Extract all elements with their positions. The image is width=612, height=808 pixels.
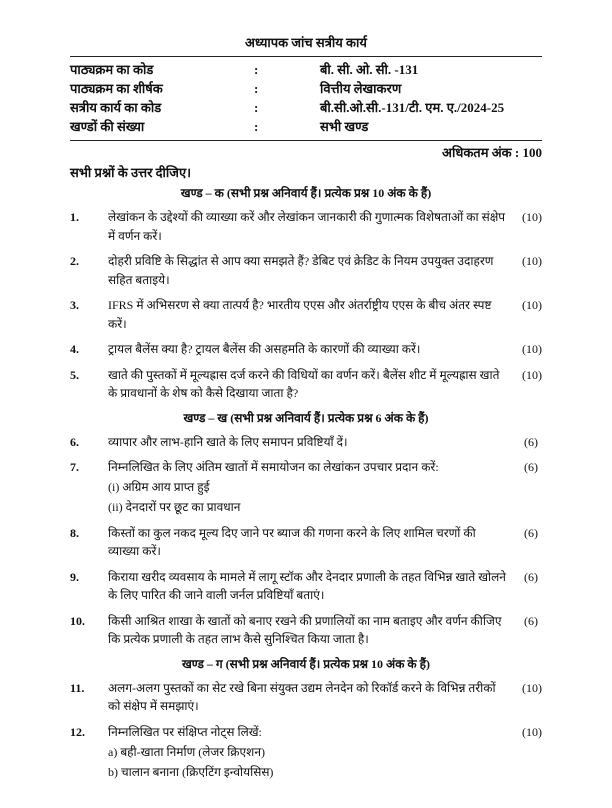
question-body: दोहरी प्रविष्टि के सिद्धांत से आप क्या समझते हैं? डेबिट एवं क्रेडिट के नियम उपयुक्त उदाहरण सहित बताइये। bbox=[108, 254, 494, 287]
question-marks: (10) bbox=[522, 342, 542, 356]
question-body: निम्नलिखित के लिए अंतिम खातों में समायोजन का लेखांकन उपचार प्रदान करें: bbox=[108, 460, 439, 474]
question-number: 3. bbox=[70, 298, 79, 312]
question-text bbox=[108, 366, 508, 403]
question-marks: (10) bbox=[522, 298, 542, 312]
question-body: निम्नलिखित पर संक्षिप्त नोट्स लिखें: bbox=[108, 724, 262, 739]
sub-item: (ii) देनदारों पर छूट का प्रावधान bbox=[108, 500, 241, 514]
question-1 bbox=[70, 208, 542, 245]
meta-label: पाठ्यक्रम का शीर्षक bbox=[70, 81, 163, 96]
question-list bbox=[70, 185, 542, 781]
course-meta bbox=[70, 60, 542, 136]
question-body: किराया खरीद व्यवसाय के मामले में लागू स्टॉक और देनदार प्रणाली के तहत विभिन्न खाते खोलने के लिए पारित की जाने वाली जर्नल प्रविष्टियाँ बताएं। bbox=[108, 569, 506, 602]
bottom-divider bbox=[70, 140, 542, 141]
instruction: सभी प्रश्नों के उत्तर दीजिए। bbox=[70, 165, 192, 180]
question-text bbox=[108, 252, 508, 289]
question-10 bbox=[70, 612, 542, 649]
meta-label: खण्डों की संख्या bbox=[70, 119, 145, 134]
question-marks: (10) bbox=[522, 254, 542, 268]
question-text bbox=[108, 679, 508, 716]
question-text bbox=[108, 612, 508, 649]
question-2 bbox=[70, 252, 542, 289]
question-body: IFRS में अभिसरण से क्या तात्पर्य है? भारतीय एएस और अंतर्राष्ट्रीय एएस के बीच अंतर स्पष्ट करें। bbox=[108, 298, 492, 331]
question-8 bbox=[70, 524, 542, 561]
question-11 bbox=[70, 679, 542, 716]
question-text bbox=[108, 433, 508, 452]
question-number: 2. bbox=[70, 254, 79, 268]
question-marks: (10) bbox=[522, 210, 542, 224]
question-marks: (6) bbox=[524, 613, 538, 628]
question-7 bbox=[70, 458, 542, 517]
sub-item: a) बही-खाता निर्माण (लेजर क्रिएशन) bbox=[108, 744, 265, 759]
question-body: किसी आश्रित शाखा के खातों को बनाए रखने की प्रणालियों का नाम बताइए और वर्णन कीजिए कि प्रत्येक प्रणाली के तहत लाभ कैसे सुनिश्चित किया जाता है। bbox=[108, 613, 502, 646]
question-body: ट्रायल बैलेंस क्या है? ट्रायल बैलेंस की असहमति के कारणों की व्याख्या करें। bbox=[108, 342, 421, 356]
question-number: 7. bbox=[70, 460, 79, 474]
question-text bbox=[108, 524, 508, 561]
question-marks: (6) bbox=[524, 569, 538, 584]
question-text bbox=[108, 296, 508, 333]
question-4 bbox=[70, 340, 542, 359]
question-text bbox=[108, 568, 508, 605]
question-body: व्यापार और लाभ-हानि खाते के लिए समापन प्रविष्टियाँ दें। bbox=[108, 434, 348, 449]
question-5 bbox=[70, 366, 542, 403]
meta-row bbox=[70, 79, 542, 98]
document-title: अध्यापक जांच सत्रीय कार्य bbox=[245, 35, 367, 50]
meta-value: बी.सी.ओ.सी.-131/टी. एम. ए./2024-25 bbox=[320, 100, 505, 115]
meta-value: वित्तीय लेखाकरण bbox=[320, 81, 402, 96]
question-6 bbox=[70, 433, 542, 452]
meta-value: सभी खण्ड bbox=[320, 119, 369, 134]
max-marks: अधिकतम अंक : 100 bbox=[442, 145, 542, 160]
question-number: 8. bbox=[70, 525, 79, 540]
question-text bbox=[108, 458, 508, 517]
question-12 bbox=[70, 723, 542, 782]
sub-item: (i) अग्रिम आय प्राप्त हुई bbox=[108, 480, 210, 494]
meta-separator: : bbox=[254, 119, 259, 134]
question-text bbox=[108, 340, 508, 359]
question-number: 10. bbox=[70, 613, 85, 628]
meta-row bbox=[70, 98, 542, 117]
question-text bbox=[108, 208, 508, 245]
question-marks: (10) bbox=[522, 367, 542, 382]
section-c-heading: खण्ड – ग (सभी प्रश्न अनिवार्य हैं। प्रत्येक प्रश्न 10 अंक के हैं) bbox=[181, 656, 431, 671]
question-number: 4. bbox=[70, 342, 79, 356]
meta-label: सत्रीय कार्य का कोड bbox=[70, 100, 162, 115]
top-divider bbox=[70, 56, 542, 57]
sub-item: b) चालान बनाना (क्रिएटिंग इन्वोयसिस) bbox=[108, 764, 274, 779]
question-number: 6. bbox=[70, 434, 79, 449]
question-marks: (10) bbox=[522, 680, 542, 695]
question-body: लेखांकन के उद्देश्यों की व्याख्या करें और लेखांकन जानकारी की गुणात्मक विशेषताओं का संक्षेप में वर्णन करें। bbox=[108, 210, 506, 243]
question-marks: (6) bbox=[524, 460, 538, 474]
question-3 bbox=[70, 296, 542, 333]
section-b-heading: खण्ड – ख (सभी प्रश्न अनिवार्य हैं। प्रत्येक प्रश्न 6 अंक के हैं) bbox=[183, 410, 429, 425]
question-body: किस्तों का कुल नकद मूल्य दिए जाने पर ब्याज की गणना करने के लिए शामिल चरणों की व्याख्या करें। bbox=[108, 525, 476, 558]
question-9 bbox=[70, 568, 542, 605]
question-marks: (6) bbox=[524, 525, 538, 540]
meta-row bbox=[70, 117, 542, 136]
question-text bbox=[108, 723, 508, 782]
question-number: 1. bbox=[70, 210, 79, 224]
question-number: 12. bbox=[70, 724, 85, 739]
question-marks: (6) bbox=[524, 434, 538, 449]
question-marks: (10) bbox=[522, 724, 542, 739]
meta-separator: : bbox=[254, 62, 259, 77]
meta-separator: : bbox=[254, 100, 259, 115]
question-body: खाते की पुस्तकों में मूल्यह्रास दर्ज करने की विधियों का वर्णन करें। बैलेंस शीट में मूल्यह्रास खाते के प्रावधानों के शेष को कैसे दिखाया जाता है? bbox=[108, 367, 500, 400]
section-a-heading: खण्ड – क (सभी प्रश्न अनिवार्य हैं। प्रत्येक प्रश्न 10 अंक के हैं) bbox=[180, 186, 432, 200]
meta-value: बी. सी. ओ. सी. -131 bbox=[320, 62, 419, 77]
question-number: 9. bbox=[70, 569, 79, 584]
meta-row bbox=[70, 60, 542, 79]
meta-label: पाठ्यक्रम का कोड bbox=[70, 62, 154, 77]
question-body: अलग-अलग पुस्तकों का सेट रखे बिना संयुक्त उद्यम लेनदेन को रिकॉर्ड करने के विभिन्न तरीकों को संक्षेप में समझाएं। bbox=[108, 680, 496, 713]
meta-separator: : bbox=[254, 81, 259, 96]
question-number: 11. bbox=[70, 680, 85, 695]
question-number: 5. bbox=[70, 367, 79, 382]
